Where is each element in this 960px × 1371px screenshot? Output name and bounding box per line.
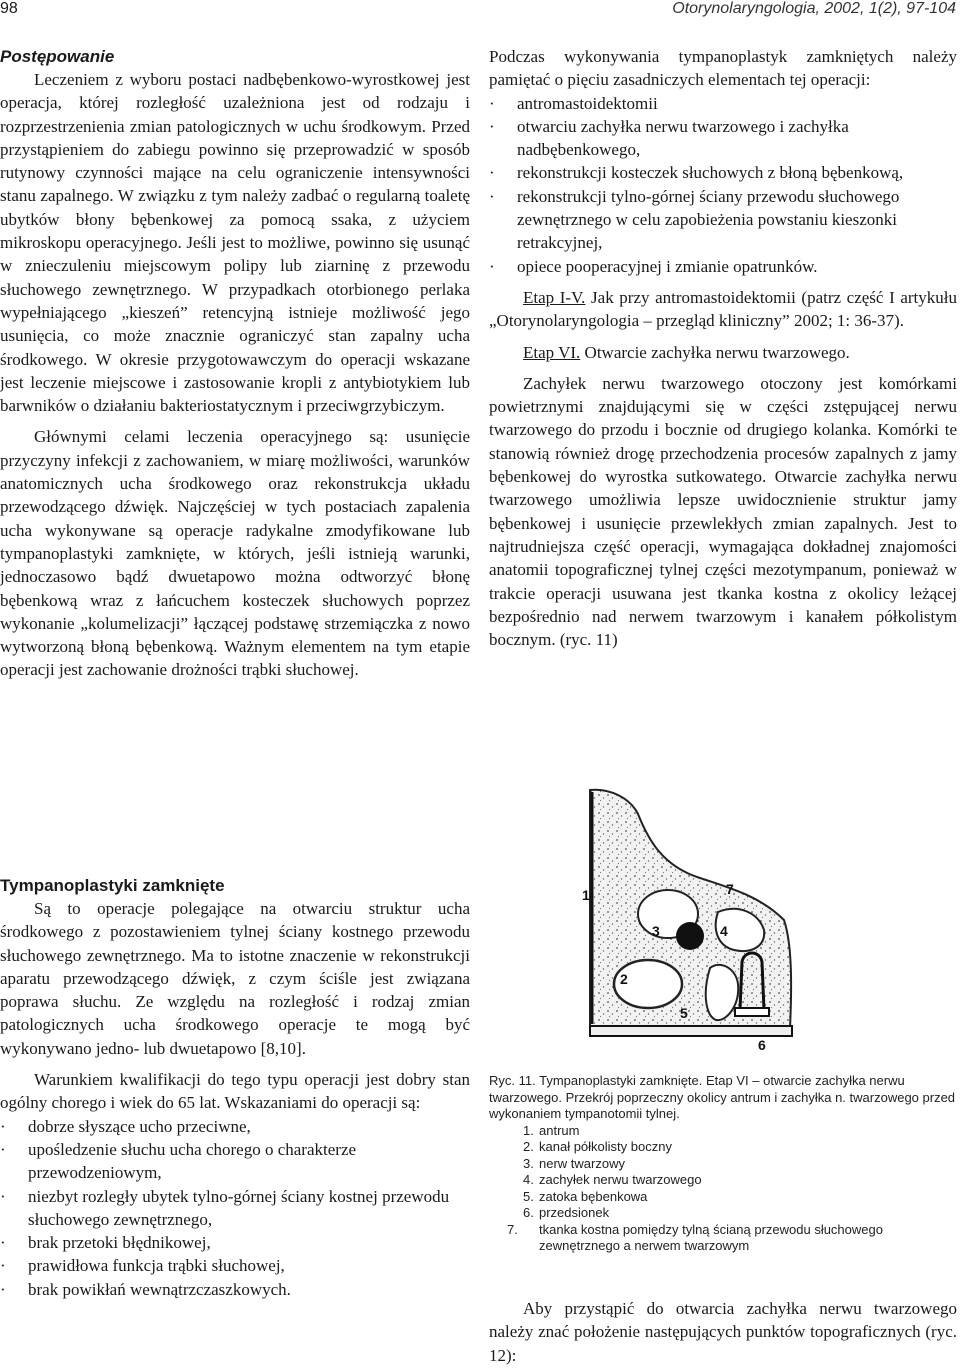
legend-item: 6. przedsionek — [523, 1205, 610, 1220]
list-item: · otwarciu zachyłka nerwu twarzowego i zachyłka nadbębenkowego, — [489, 116, 849, 160]
legend-item: 3. nerw twarzowy — [523, 1155, 625, 1171]
paragraph: Głównymi celami leczenia operacyjnego są: usunięcie przyczyny infekcji z zachowaniem, w miarę możliwości, warunków anatomicznych ucha środkowego oraz rekonstrukcja układu przewodzącego dźwięk. Najczęściej w tych postaciach zapalenia ucha wykonywane są operacje radykalne zmodyfikowane lub tympanoplastyki zamknięte, w których, jeśli istnieją warunki, jednoczasowo bądź dwuetapowo można odtworzyć błonę bębenkową wraz z łańcuchem kosteczek słuchowych poprzez wykonanie „kolumelizacji” łączącej podstawę strzemiączka z nowo wytworzoną błoną bębenkową. Ważnym elementem na tym etapie operacji jest zachowanie drożności trąbki słuchowej. — [0, 427, 470, 680]
paragraph: Leczeniem z wyboru postaci nadbębenkowo-wyrostkowej jest operacja, której rozległość uzależniona jest od rodzaju i rozprzestrzenienia zmian patologicznych w uchu środkowym. Przed przystąpieniem do zabiegu powinno się przeprowadzić w sposób rutynowy czynności mające na celu ograniczenie intensywności stanu zapalnego. W związku z tym należy zadbać o regularną toaletę ubytków błony bębenkowej za pomocą ssaka, z użyciem mikroskopu operacyjnego. Jeśli jest to możliwe, powinno się usunąć w znieczuleniu miejscowym polipy lub ziarninę z przewodu słuchowego zewnętrznego. W przypadkach otorbionego perlaka wypełniającego „kieszeń” retencyjną istnieje możliwość jego usunięcia, co może znacznie ograniczyć stan zapalny ucha środkowego. W okresie przygotowawczym do operacji wskazane jest leczenie miejscowe i zastosowanie kropli z antybiotykiem lub barwników o działaniu bakteriostatycznym i przeciwgrzybiczym. — [0, 70, 470, 416]
paragraph: Aby przystąpić do otwarcia zachyłka nerwu twarzowego należy znać położenie następujących punktów topograficznych (ryc. 12): — [489, 1299, 957, 1365]
list-item: · antromastoidektomii — [489, 93, 658, 113]
legend-item: 2. kanał półkolisty boczny — [523, 1139, 672, 1154]
list-item: · niezbyt rozległy ubytek tylno-górnej ściany kostnej przewodu słuchowego zewnętrznego, — [0, 1186, 450, 1229]
figure-label-6: 6 — [758, 1037, 766, 1053]
list-item: · brak przetoki błędnikowej, — [0, 1233, 211, 1253]
paragraph: Podczas wykonywania tympanoplastyk zamkniętych należy pamiętać o pięciu zasadniczych elementach tej operacji: — [489, 47, 957, 90]
facial-nerve-circle — [676, 922, 704, 950]
list-item: · prawidłowa funkcja trąbki słuchowej, — [0, 1256, 285, 1276]
paragraph: Zachyłek nerwu twarzowego otoczony jest komórkami powietrznymi znajdującymi się w części zstępującej nerwu twarzowego do przodu i bocznie od drugiego kolanka. Komórki te stanowią również drogę przechodzenia procesów zapalnych z jamy bębenkowej do wyrostka sutkowatego. Otwarcie zachyłka nerwu twarzowego umożliwia lepsze uwidocznienie struktur jamy bębenkowej i usunięcie przewlekłych zmian zapalnych. Jest to najtrudniejsza część operacji, wymagająca dokładnej znajomości anatomii topograficznej tylnej części mezotympanum, ponieważ w trakcie operacji usuwana jest tkanka kostna z okolicy leżącej bezpośrednio nad nerwem twarzowym i kanałem półkolistym bocznym. (ryc. 11) — [489, 373, 957, 650]
etap-label: Etap VI. — [523, 342, 581, 362]
paragraph: Są to operacje polegające na otwarciu struktur ucha środkowego z pozostawieniem tylnej ściany kostnego przewodu słuchowego zewnętrznego. Ma to istotne znaczenie w rekonstrukcji aparatu przewodzącego dźwięk, z czym ściśle jest związana poprawa słuchu. Ze względu na rozległość i rodzaj zmian patologicznych ucha środkowego operacje te mogą być wykonywano jedno- lub dwuetapowo [8,10]. — [0, 899, 470, 1058]
list-item: · opiece pooperacyjnej i zmianie opatrunków. — [489, 256, 818, 276]
caption-text: Ryc. 11. Tympanoplastyki zamknięte. Etap VI – otwarcie zachyłka nerwu twarzowego. Przekrój poprzeczny okolicy antrum i zachyłka n. twarzowego przed wykonaniem tympanotomii tylnej. — [489, 1073, 956, 1121]
figure-label-5: 5 — [680, 1005, 688, 1021]
legend-item: 5. zatoka bębenkowa — [523, 1188, 648, 1204]
indications-list — [0, 1115, 470, 1301]
paragraph: Warunkiem kwalifikacji do tego typu operacji jest dobry stan ogólny chorego i wiek do 65 lat. Wskazaniami do operacji są: — [0, 1070, 470, 1113]
figure-label-3: 3 — [652, 923, 660, 939]
page-number: 98 — [0, 0, 18, 17]
figure-label-7: 7 — [726, 881, 734, 897]
legend-item: 4. zachyłek nerwu twarzowego — [523, 1172, 702, 1187]
list-item: · upośledzenie słuchu ucha chorego o charakterze przewodzeniowym, — [0, 1139, 357, 1183]
right-column-bottom — [489, 1297, 957, 1367]
list-item: · rekonstrukcji kosteczek słuchowych z błoną bębenkową, — [489, 163, 904, 183]
paragraph-etap-6: Etap VI. Otwarcie zachyłka nerwu twarzowego. — [523, 342, 850, 362]
list-item: · brak powikłań wewnątrzczaszkowych. — [0, 1279, 291, 1299]
list-item: · rekonstrukcji tylno-górnej ściany przewodu słuchowego zewnętrznego w celu zapobieżenia powstaniu kieszonki retrakcyjnej, — [489, 186, 900, 253]
left-column-bottom — [0, 874, 470, 1301]
figure-caption — [489, 1073, 957, 1255]
figure-label-2: 2 — [620, 971, 628, 987]
right-column-top — [489, 45, 957, 651]
paragraph-etap-1-5: Etap I-V. Jak przy antromastoidektomii (patrz część I artykułu „Otorynolaryngologia – przegląd kliniczny” 2002; 1: 36-37). — [489, 287, 957, 331]
legend-item: 7. tkanka kostna pomiędzy tylną ścianą przewodu słuchowego zewnętrznego a nerwem twarzowym — [507, 1221, 883, 1253]
legend-item: 1. antrum — [523, 1122, 580, 1138]
figure-label-4: 4 — [720, 923, 728, 939]
left-column-top — [0, 45, 470, 682]
etap-label: Etap I-V. — [523, 287, 586, 307]
list-item: · dobrze słyszące ucho przeciwne, — [0, 1116, 251, 1136]
section-heading-tympanoplastyki: Tympanoplastyki zamknięte — [0, 876, 225, 895]
vestibule-floor — [590, 1026, 792, 1036]
anatomical-figure — [570, 784, 810, 1069]
caption-legend — [489, 1123, 957, 1255]
journal-citation: Otorynolaryngologia, 2002, 1(2), 97-104 — [672, 0, 956, 17]
figure-label-1: 1 — [582, 887, 590, 903]
section-heading-postepowanie: Postępowanie — [0, 47, 115, 66]
page-header — [0, 0, 960, 30]
operation-elements-list — [489, 92, 957, 278]
